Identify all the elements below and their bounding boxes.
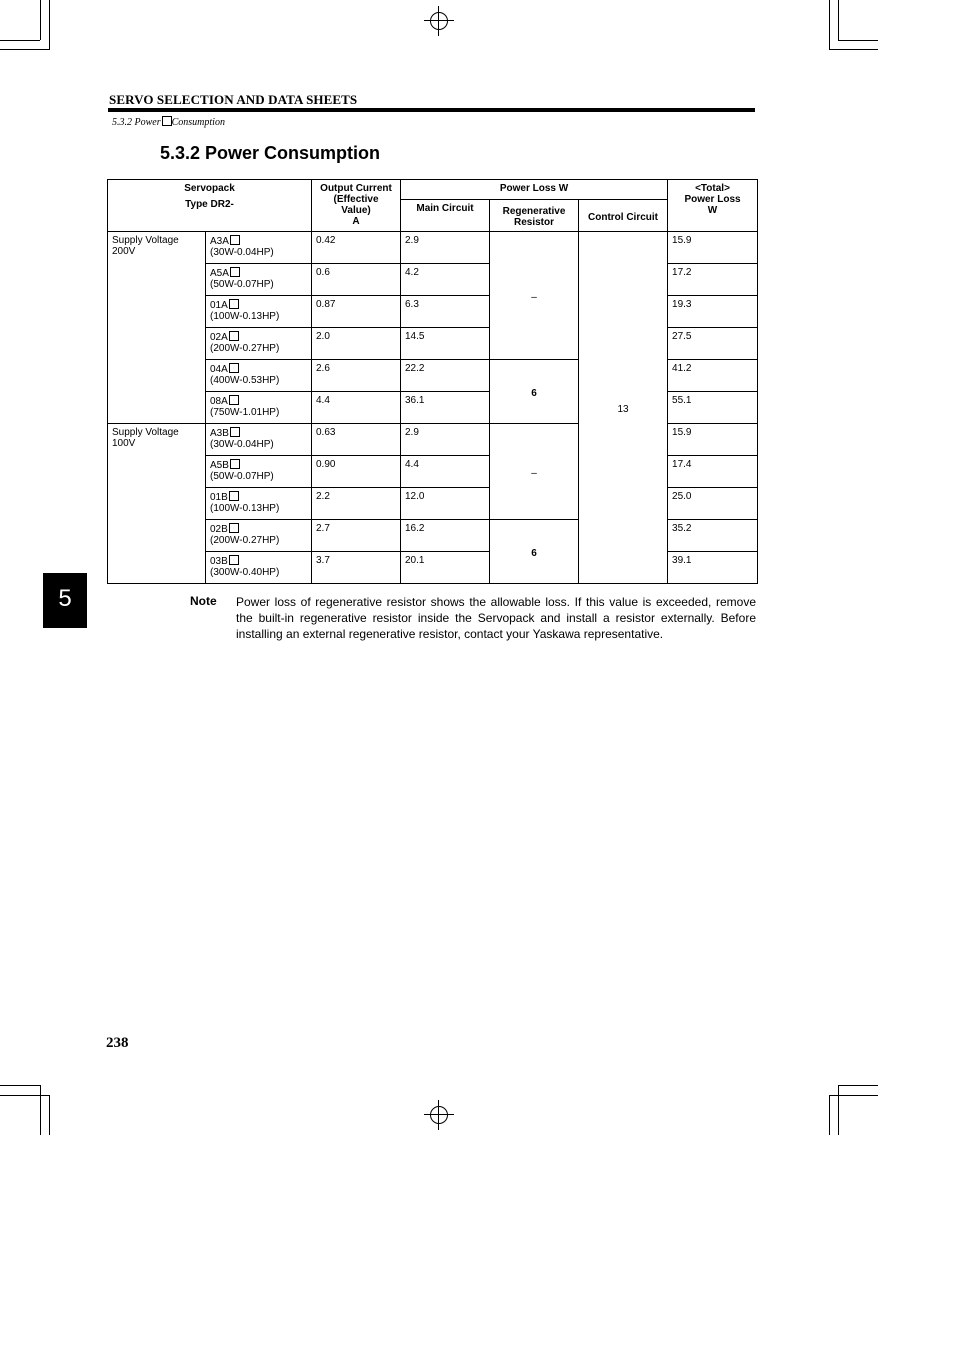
type-code: 02B xyxy=(210,524,228,535)
output-current: 2.7 xyxy=(312,520,401,552)
type-code: 04A xyxy=(210,364,228,375)
chapter-tab: 5 xyxy=(43,573,87,628)
supply-voltage-100v xyxy=(108,424,206,584)
type-rating: (50W-0.07HP) xyxy=(210,279,274,290)
servopack-type xyxy=(206,328,312,360)
header-type-label: Type DR2- xyxy=(185,199,234,210)
page-title: 5.3.2 Power Consumption xyxy=(160,143,381,163)
header-output-current-unit: A xyxy=(352,216,360,227)
type-rating: (750W-1.01HP) xyxy=(210,407,280,418)
square-symbol-icon xyxy=(229,395,239,405)
main-circuit-loss: 4.2 xyxy=(401,264,490,296)
crop-mark-tl-v2 xyxy=(40,0,41,40)
type-code: 08A xyxy=(210,396,228,407)
header-regen-line1: Regenerative xyxy=(502,206,566,217)
main-circuit-loss: 22.2 xyxy=(401,360,490,392)
type-rating: (100W-0.13HP) xyxy=(210,503,280,514)
type-code: 03B xyxy=(210,556,228,567)
square-symbol-icon xyxy=(229,299,239,309)
crop-mark-br-h2 xyxy=(838,1085,878,1086)
power-consumption-table xyxy=(107,179,758,584)
header-total-line2: Power Loss xyxy=(684,194,741,205)
main-circuit-loss: 36.1 xyxy=(401,392,490,424)
square-symbol-icon xyxy=(230,459,240,469)
type-code: 01B xyxy=(210,492,228,503)
total-power-loss: 55.1 xyxy=(668,392,758,424)
square-symbol-icon xyxy=(230,235,240,245)
output-current: 0.87 xyxy=(312,296,401,328)
main-circuit-loss: 20.1 xyxy=(401,552,490,584)
type-code: 02A xyxy=(210,332,228,343)
output-current: 2.2 xyxy=(312,488,401,520)
square-symbol-icon xyxy=(229,363,239,373)
servopack-type xyxy=(206,392,312,424)
header-regenerative-resistor xyxy=(490,200,579,232)
output-current: 0.42 xyxy=(312,232,401,264)
crop-mark-bl-h2 xyxy=(0,1085,40,1086)
registration-mark-bottom xyxy=(424,1100,454,1130)
total-power-loss: 25.0 xyxy=(668,488,758,520)
servopack-type xyxy=(206,232,312,264)
breadcrumb-part-1: 5.3.2 Power xyxy=(112,117,161,128)
header-output-current-line1: Output Current xyxy=(320,183,392,194)
output-current: 2.0 xyxy=(312,328,401,360)
total-power-loss: 39.1 xyxy=(668,552,758,584)
main-circuit-loss: 12.0 xyxy=(401,488,490,520)
output-current: 4.4 xyxy=(312,392,401,424)
page-number: 238 xyxy=(106,1035,129,1051)
servopack-type xyxy=(206,424,312,456)
total-power-loss: 27.5 xyxy=(668,328,758,360)
supply-voltage-label: Supply Voltage xyxy=(112,427,179,438)
output-current: 2.6 xyxy=(312,360,401,392)
section-header: SERVO SELECTION AND DATA SHEETS xyxy=(109,92,358,107)
servopack-type xyxy=(206,552,312,584)
crop-mark-br-h xyxy=(829,1095,878,1096)
output-current: 0.90 xyxy=(312,456,401,488)
output-current: 0.63 xyxy=(312,424,401,456)
header-servopack-label: Servopack xyxy=(184,183,235,194)
note-label: Note xyxy=(190,594,217,608)
servopack-type xyxy=(206,360,312,392)
crop-mark-br-v2 xyxy=(838,1085,839,1135)
type-rating: (400W-0.53HP) xyxy=(210,375,280,386)
square-symbol-icon xyxy=(230,427,240,437)
type-code: 01A xyxy=(210,300,228,311)
square-symbol-icon xyxy=(229,331,239,341)
main-circuit-loss: 4.4 xyxy=(401,456,490,488)
header-main-circuit: Main Circuit xyxy=(401,200,490,232)
note-text: Power loss of regenerative resistor shows the allowable loss. If this value is exceeded, remove the built-in regenerative resistor inside the Servopack and install a resistor externally. Before installing an external regenerative resistor, contact your Yaskawa representative. xyxy=(236,595,756,641)
crop-mark-tl-h2 xyxy=(0,40,40,41)
crop-mark-tr-h xyxy=(829,49,878,50)
header-rule xyxy=(108,108,755,112)
supply-voltage-value: 100V xyxy=(112,438,136,449)
regen-resistor-loss: – xyxy=(490,424,579,520)
total-power-loss: 35.2 xyxy=(668,520,758,552)
main-circuit-loss: 16.2 xyxy=(401,520,490,552)
supply-voltage-label: Supply Voltage xyxy=(112,235,179,246)
total-power-loss: 17.4 xyxy=(668,456,758,488)
crop-mark-bl-v2 xyxy=(40,1085,41,1135)
crop-mark-bl-h xyxy=(0,1095,50,1096)
regen-resistor-loss: 6 xyxy=(490,360,579,424)
square-symbol-icon xyxy=(229,523,239,533)
header-power-loss: Power Loss W xyxy=(401,180,668,200)
main-circuit-loss: 6.3 xyxy=(401,296,490,328)
type-code: A3B xyxy=(210,428,229,439)
header-output-current-line3: Value) xyxy=(341,205,371,216)
header-total-line1: <Total> xyxy=(695,183,730,194)
crop-mark-tr-v2 xyxy=(838,0,839,40)
control-circuit-loss: 13 xyxy=(579,232,668,584)
type-rating: (200W-0.27HP) xyxy=(210,535,280,546)
type-rating: (300W-0.40HP) xyxy=(210,567,280,578)
servopack-type xyxy=(206,520,312,552)
servopack-type xyxy=(206,264,312,296)
square-symbol-icon xyxy=(229,555,239,565)
output-current: 0.6 xyxy=(312,264,401,296)
servopack-type xyxy=(206,296,312,328)
crop-mark-tl-v xyxy=(49,0,50,50)
supply-voltage-200v xyxy=(108,232,206,424)
header-total-unit: W xyxy=(707,205,718,216)
crop-mark-br-v xyxy=(829,1095,830,1135)
type-rating: (100W-0.13HP) xyxy=(210,311,280,322)
registration-mark-top xyxy=(424,6,454,36)
type-code: A5B xyxy=(210,460,229,471)
main-circuit-loss: 2.9 xyxy=(401,424,490,456)
square-symbol-icon xyxy=(229,491,239,501)
type-code: A5A xyxy=(210,268,229,279)
square-symbol-icon xyxy=(230,267,240,277)
total-power-loss: 15.9 xyxy=(668,232,758,264)
regen-resistor-loss: – xyxy=(490,232,579,360)
type-rating: (30W-0.04HP) xyxy=(210,439,274,450)
crop-mark-bl-v xyxy=(49,1095,50,1135)
total-power-loss: 17.2 xyxy=(668,264,758,296)
breadcrumb xyxy=(112,116,225,128)
header-total-power-loss xyxy=(668,180,758,232)
regen-resistor-loss: 6 xyxy=(490,520,579,584)
header-regen-line2: Resistor xyxy=(513,217,554,228)
output-current: 3.7 xyxy=(312,552,401,584)
type-rating: (50W-0.07HP) xyxy=(210,471,274,482)
servopack-type xyxy=(206,488,312,520)
total-power-loss: 15.9 xyxy=(668,424,758,456)
crop-mark-tr-v xyxy=(829,0,830,50)
type-rating: (30W-0.04HP) xyxy=(210,247,274,258)
crop-mark-tr-h2 xyxy=(838,40,878,41)
crop-mark-tl-h xyxy=(0,49,50,50)
breadcrumb-part-2: Consumption xyxy=(171,117,225,128)
main-circuit-loss: 2.9 xyxy=(401,232,490,264)
total-power-loss: 19.3 xyxy=(668,296,758,328)
servopack-type xyxy=(206,456,312,488)
total-power-loss: 41.2 xyxy=(668,360,758,392)
header-output-current xyxy=(312,180,401,232)
header-servopack xyxy=(108,180,312,232)
type-code: A3A xyxy=(210,236,229,247)
header-control-circuit: Control Circuit xyxy=(579,200,668,232)
header-output-current-line2: (Effective xyxy=(333,194,379,205)
supply-voltage-value: 200V xyxy=(112,246,136,257)
square-symbol-icon xyxy=(162,116,172,126)
type-rating: (200W-0.27HP) xyxy=(210,343,280,354)
main-circuit-loss: 14.5 xyxy=(401,328,490,360)
